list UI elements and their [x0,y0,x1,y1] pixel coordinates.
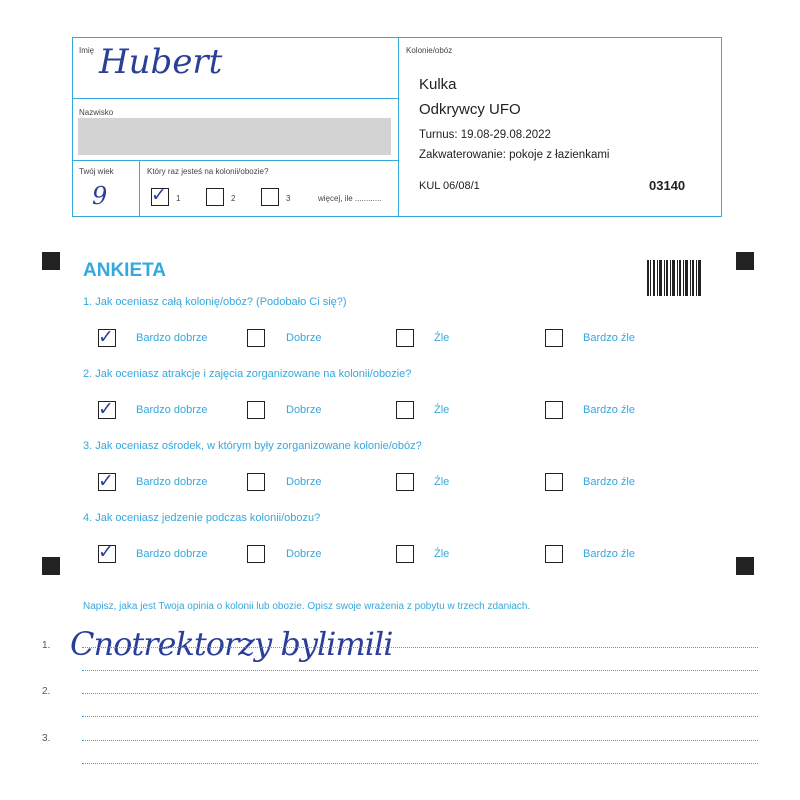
times-option-3: 3 [286,194,291,203]
camp-name: Kulka [419,76,457,93]
answer-label: Dobrze [286,476,322,488]
age-divider [139,160,140,216]
registration-marker [42,252,60,270]
times-option-1: 1 [176,194,181,203]
answer-label: Źle [434,548,450,560]
q2-bardzo-zle-checkbox[interactable] [545,401,563,419]
answer-label: Źle [434,476,450,488]
question-3: 3. Jak oceniasz ośrodek, w którym były zorganizowane kolonie/obóz? [83,440,422,452]
accommodation: Zakwaterowanie: pokoje z łazienkami [419,149,610,161]
q3-dobrze-checkbox[interactable] [247,473,265,491]
q4-zle-checkbox[interactable] [396,545,414,563]
writing-line[interactable] [82,740,758,741]
opinion-prompt: Napisz, jaka jest Twoja opinia o kolonii lub obozie. Opisz swoje wrażenia z pobytu w trzech zdaniach. [83,601,531,612]
header-form [72,37,722,217]
check-mark-icon: ✓ [98,326,114,348]
writing-line [82,647,758,648]
line-number: 2. [42,686,51,697]
check-mark-icon: ✓ [151,184,167,206]
q1-zle-checkbox[interactable] [396,329,414,347]
answer-label: Bardzo dobrze [136,476,208,488]
q4-dobrze-checkbox[interactable] [247,545,265,563]
name-value: Hubert [99,42,223,82]
camp-label: Kolonie/obóz [406,46,453,55]
answer-label: Bardzo dobrze [136,404,208,416]
answer-label: Bardzo źle [583,332,635,344]
times-option-2: 2 [231,194,236,203]
age-label: Twój wiek [79,167,114,176]
row-divider [73,160,398,161]
writing-line[interactable] [82,693,758,694]
q2-dobrze-checkbox[interactable] [247,401,265,419]
q1-bardzo-zle-checkbox[interactable] [545,329,563,347]
row-divider [73,98,398,99]
question-1: 1. Jak oceniasz całą kolonię/obóz? (Podobało Ci się?) [83,296,347,308]
age-value: 9 [92,182,108,210]
times-more-label: więcej, ile ............ [318,194,382,203]
times-label: Który raz jesteś na kolonii/obozie? [147,167,269,176]
name-label: Imię [79,46,95,55]
q3-bardzo-zle-checkbox[interactable] [545,473,563,491]
writing-line [82,716,758,717]
registration-marker [736,252,754,270]
answer-label: Źle [434,404,450,416]
answer-label: Dobrze [286,548,322,560]
question-2: 2. Jak oceniasz atrakcje i zajęcia zorganizowane na kolonii/obozie? [83,368,412,380]
form-number: 03140 [649,178,686,193]
q2-zle-checkbox[interactable] [396,401,414,419]
q4-bardzo-zle-checkbox[interactable] [545,545,563,563]
opinion-line-1: Cnotrektorzy bylimili [70,625,393,663]
camp-theme: Odkrywcy UFO [419,101,521,118]
q1-dobrze-checkbox[interactable] [247,329,265,347]
barcode-icon [647,260,702,296]
redacted-surname [78,118,391,155]
answer-label: Bardzo dobrze [136,332,208,344]
answer-label: Źle [434,332,450,344]
question-4: 4. Jak oceniasz jedzenie podczas kolonii/obozu? [83,512,321,524]
camp-code: KUL 06/08/1 [419,180,480,192]
answer-label: Bardzo źle [583,404,635,416]
answer-label: Dobrze [286,404,322,416]
surname-label: Nazwisko [79,108,114,117]
column-divider [398,38,399,216]
line-number: 3. [42,733,51,744]
check-mark-icon: ✓ [98,398,114,420]
writing-line [82,670,758,671]
survey-title: ANKIETA [83,260,167,281]
registration-marker [736,557,754,575]
answer-label: Bardzo źle [583,548,635,560]
answer-label: Dobrze [286,332,322,344]
check-mark-icon: ✓ [98,470,114,492]
times-checkbox-2[interactable] [206,188,224,206]
line-number: 1. [42,640,51,651]
answer-label: Bardzo źle [583,476,635,488]
writing-line [82,763,758,764]
times-checkbox-3[interactable] [261,188,279,206]
answer-label: Bardzo dobrze [136,548,208,560]
registration-marker [42,557,60,575]
turnus: Turnus: 19.08-29.08.2022 [419,129,551,141]
q3-zle-checkbox[interactable] [396,473,414,491]
check-mark-icon: ✓ [98,541,114,563]
